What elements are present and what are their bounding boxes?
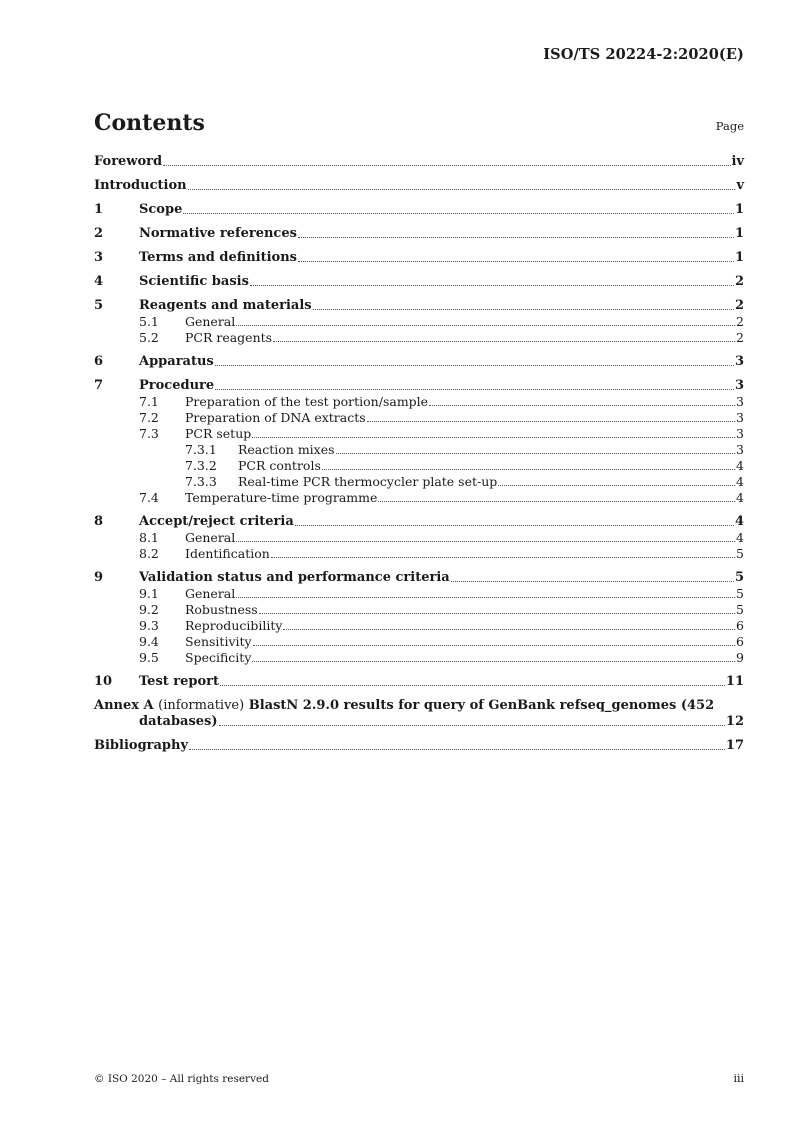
toc-entry[interactable] <box>94 490 744 506</box>
toc-entry-number: 6 <box>94 354 104 369</box>
toc-entry-number: 9.1 <box>139 586 159 601</box>
toc-entry[interactable] <box>94 546 744 562</box>
toc-entry-number: 8.1 <box>139 530 159 545</box>
toc-entry-page: 4 <box>736 530 744 545</box>
toc-entry-title: Reaction mixes <box>238 442 335 457</box>
toc-entry-number: 9.4 <box>139 634 159 649</box>
toc-entry[interactable] <box>94 314 744 330</box>
toc-entry-title: Specificity <box>185 650 252 665</box>
toc-entry-number: 1 <box>94 202 104 217</box>
toc-entry-page: 4 <box>736 490 744 505</box>
toc-entry-page: 3 <box>734 354 744 369</box>
toc-entry-title: Robustness <box>185 602 258 617</box>
toc-entry-page: 3 <box>736 394 744 409</box>
toc-entry-title: Reproducibility <box>185 618 283 633</box>
dot-leader <box>498 485 735 486</box>
toc-entry-page: 3 <box>736 442 744 457</box>
toc-entry-page: 6 <box>736 618 744 633</box>
toc-entry-page: 2 <box>734 274 744 289</box>
toc-entry-page: 3 <box>736 410 744 425</box>
toc-entry-bibliography[interactable] <box>94 738 744 754</box>
toc-entry-number: 7.1 <box>139 394 159 409</box>
annex-label: Annex A <box>94 698 154 713</box>
toc-entry-page: 5 <box>736 586 744 601</box>
toc-entry-page: 4 <box>736 458 744 473</box>
dot-leader <box>236 325 735 326</box>
toc-entry[interactable] <box>94 474 744 490</box>
dot-leader <box>188 189 736 190</box>
dot-leader <box>298 237 734 238</box>
toc-entry-number: 2 <box>94 226 104 241</box>
toc-entry-number: 7 <box>94 378 104 393</box>
toc-entry-number: 5 <box>94 298 104 313</box>
dot-leader <box>367 421 735 422</box>
dot-leader <box>259 613 735 614</box>
toc-entry-page: v <box>736 178 744 193</box>
toc-entry[interactable] <box>94 226 744 242</box>
toc-entry[interactable] <box>94 514 744 530</box>
toc-entry-number: 8 <box>94 514 104 529</box>
dot-leader <box>451 581 734 582</box>
toc-entry-number: 7.3.2 <box>185 458 217 473</box>
toc-entry[interactable] <box>94 394 744 410</box>
annex-page: 12 <box>725 714 744 729</box>
toc-entry-number: 7.3 <box>139 426 159 441</box>
toc-entry-page: 11 <box>725 674 744 689</box>
toc-entry[interactable] <box>94 178 744 194</box>
toc-entry-number: 9.5 <box>139 650 159 665</box>
toc-entry-title: Scope <box>139 202 183 217</box>
toc-entry-title: Normative references <box>139 226 297 241</box>
toc-entry-page: 2 <box>736 314 744 329</box>
dot-leader <box>322 469 735 470</box>
toc-entry[interactable] <box>94 650 744 666</box>
toc-entry-number: 5.2 <box>139 330 159 345</box>
toc-entry-number: 9.2 <box>139 602 159 617</box>
toc-entry-page: 2 <box>734 298 744 313</box>
toc-entry-title: Scientific basis <box>139 274 249 289</box>
toc-entry[interactable] <box>94 274 744 290</box>
copyright-footer: © ISO 2020 – All rights reserved <box>94 1073 269 1085</box>
toc-entry-title: Temperature-time programme <box>185 490 378 505</box>
page-number-footer: iii <box>733 1072 744 1085</box>
annex-title-line2: databases) <box>139 714 218 729</box>
page-title: Contents <box>94 110 205 136</box>
toc-entry-title: Test report <box>139 674 220 689</box>
dot-leader <box>219 725 725 726</box>
toc-entry-title: Accept/reject criteria <box>139 514 294 529</box>
toc-entry-page: 5 <box>736 602 744 617</box>
dot-leader <box>220 685 725 686</box>
toc-entry[interactable] <box>94 602 744 618</box>
toc-entry-page: 1 <box>734 250 744 265</box>
toc-entry-number: 4 <box>94 274 104 289</box>
toc-entry-page: 1 <box>734 226 744 241</box>
toc-entry-title: Reagents and materials <box>139 298 312 313</box>
toc-entry[interactable] <box>94 634 744 650</box>
annex-title-line1: BlastN 2.9.0 results for query of GenBank refseq_genomes (452 <box>248 698 715 713</box>
toc-entry-page: 4 <box>736 474 744 489</box>
dot-leader <box>313 309 734 310</box>
toc-entry[interactable] <box>94 458 744 474</box>
bibliography-page: 17 <box>725 738 744 753</box>
toc-entry[interactable] <box>94 586 744 602</box>
toc-entry-title: Terms and definitions <box>139 250 297 265</box>
toc-entry-page: 1 <box>734 202 744 217</box>
toc-entry-page: 5 <box>734 570 744 585</box>
dot-leader <box>252 661 735 662</box>
dot-leader <box>215 365 734 366</box>
toc-entry-title: PCR reagents <box>185 330 273 345</box>
toc-entry[interactable] <box>94 674 744 690</box>
annex-type: (informative) <box>158 698 245 713</box>
annex-line-2 <box>94 714 744 730</box>
toc-entry-number: 7.3.1 <box>185 442 217 457</box>
toc-entry-title: Introduction <box>94 178 187 193</box>
toc-entry-title: Procedure <box>139 378 215 393</box>
dot-leader <box>250 285 734 286</box>
toc-entry-title: Apparatus <box>139 354 214 369</box>
toc-entry[interactable] <box>94 410 744 426</box>
toc-entry-title: Foreword <box>94 154 163 169</box>
toc-entry-number: 8.2 <box>139 546 159 561</box>
dot-leader <box>295 525 734 526</box>
dot-leader <box>271 557 735 558</box>
dot-leader <box>183 213 734 214</box>
toc-entry-number: 7.3.3 <box>185 474 217 489</box>
toc-entry-title: Preparation of the test portion/sample <box>185 394 429 409</box>
dot-leader <box>429 405 735 406</box>
toc-entry-page: iv <box>731 154 744 169</box>
toc-entry[interactable] <box>94 298 744 314</box>
toc-entry[interactable] <box>94 202 744 218</box>
toc-entry-number: 7.2 <box>139 410 159 425</box>
dot-leader <box>273 341 735 342</box>
dot-leader <box>283 629 735 630</box>
toc-entry-number: 10 <box>94 674 113 689</box>
dot-leader <box>378 501 735 502</box>
toc-entry-number: 5.1 <box>139 314 159 329</box>
dot-leader <box>298 261 734 262</box>
dot-leader <box>236 541 735 542</box>
toc-entry[interactable] <box>94 618 744 634</box>
toc-entry-title: PCR controls <box>238 458 321 473</box>
toc-entry[interactable] <box>94 442 744 458</box>
toc-entry-number: 9.3 <box>139 618 159 633</box>
page-column-label: Page <box>715 119 744 133</box>
toc-entry[interactable] <box>94 354 744 370</box>
toc-entry[interactable] <box>94 250 744 266</box>
annex-line-1 <box>94 698 744 714</box>
dot-leader <box>163 165 730 166</box>
toc-entry-page: 3 <box>734 378 744 393</box>
toc-entry-title: General <box>185 314 236 329</box>
toc-entry-page: 2 <box>736 330 744 345</box>
bibliography-title: Bibliography <box>94 738 189 753</box>
dot-leader <box>236 597 735 598</box>
toc-entry[interactable] <box>94 530 744 546</box>
toc-entry[interactable] <box>94 330 744 346</box>
dot-leader <box>189 749 725 750</box>
toc-entry[interactable] <box>94 426 744 442</box>
toc-entry-title: General <box>185 530 236 545</box>
toc-entries <box>94 154 744 690</box>
toc-entry-page: 9 <box>736 650 744 665</box>
toc-entry-page: 4 <box>734 514 744 529</box>
toc-entry-title: Real-time PCR thermocycler plate set-up <box>238 474 498 489</box>
toc-entry-title: Preparation of DNA extracts <box>185 410 366 425</box>
toc-entry-page: 5 <box>736 546 744 561</box>
toc-entry[interactable] <box>94 570 744 586</box>
toc-entry-number: 3 <box>94 250 104 265</box>
toc-entry-number: 7.4 <box>139 490 159 505</box>
toc-entry-title: General <box>185 586 236 601</box>
toc-entry[interactable] <box>94 378 744 394</box>
toc-entry-number: 9 <box>94 570 104 585</box>
dot-leader <box>215 389 734 390</box>
toc-entry[interactable] <box>94 154 744 170</box>
dot-leader <box>253 645 735 646</box>
toc-entry-title: Identification <box>185 546 270 561</box>
toc-entry-annex-a[interactable] <box>94 698 744 730</box>
dot-leader <box>336 453 736 454</box>
toc-entry-title: Validation status and performance criteria <box>139 570 450 585</box>
toc-entry-title: Sensitivity <box>185 634 252 649</box>
dot-leader <box>252 437 735 438</box>
toc-entry-title: PCR setup <box>185 426 252 441</box>
toc-entry-page: 6 <box>736 634 744 649</box>
toc-entry-page: 3 <box>736 426 744 441</box>
document-id-header: ISO/TS 20224-2:2020(E) <box>543 46 744 63</box>
table-of-contents <box>94 154 744 754</box>
